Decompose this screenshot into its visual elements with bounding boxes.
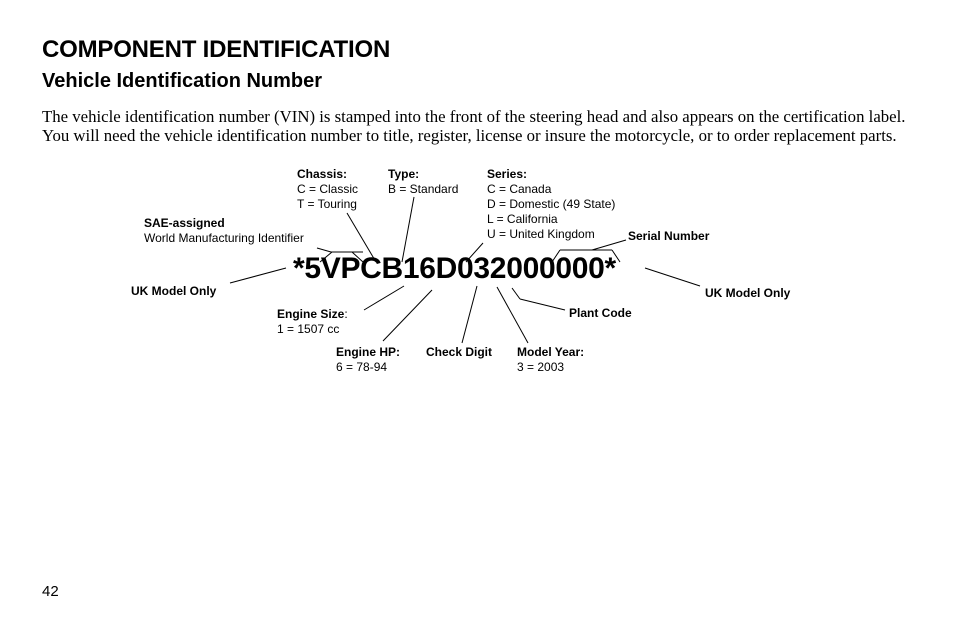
vin-display: *5VPCB16D032000000* — [293, 252, 616, 285]
type-line: B = Standard — [388, 182, 459, 196]
chassis-line: C = Classic — [297, 182, 359, 196]
series-line: D = Domestic (49 State) — [487, 197, 616, 211]
sae-line: World Manufacturing Identifier — [144, 231, 304, 245]
sae-label — [144, 216, 304, 246]
engine-hp-heading: Engine HP: — [336, 345, 401, 359]
check-digit-label: Check Digit — [426, 345, 493, 359]
section-subtitle: Vehicle Identification Number — [42, 70, 323, 92]
series-line: C = Canada — [487, 182, 552, 196]
series-line: U = United Kingdom — [487, 227, 595, 241]
engine-size-line: 1 = 1507 cc — [277, 322, 340, 336]
chassis-label — [297, 167, 358, 212]
type-heading: Type: — [388, 167, 420, 181]
sae-heading: SAE-assigned — [144, 216, 225, 230]
serial-number-label: Serial Number — [628, 229, 710, 243]
type-label — [388, 167, 458, 197]
engine-size-colon: : — [344, 307, 348, 321]
model-year-line: 3 = 2003 — [517, 360, 565, 374]
engine-hp-line: 6 = 78-94 — [336, 360, 388, 374]
plant-code-label: Plant Code — [569, 306, 632, 320]
uk-model-right-label: UK Model Only — [705, 286, 791, 300]
model-year-heading: Model Year: — [517, 345, 585, 359]
page-number: 42 — [42, 583, 59, 600]
engine-hp-label — [336, 345, 400, 375]
chassis-line: T = Touring — [297, 197, 357, 211]
series-line: L = California — [487, 212, 558, 226]
uk-model-left-label: UK Model Only — [131, 284, 217, 298]
series-heading: Series: — [487, 167, 528, 181]
page-title: COMPONENT IDENTIFICATION — [42, 36, 391, 63]
engine-size-heading: Engine Size — [277, 307, 345, 321]
intro-paragraph: The vehicle identification number (VIN) is stamped into the front of the steering head and also appears on the certification label. You will need the vehicle identification number to title, register, license or insure the motorcycle, or to order replacement parts. — [42, 107, 906, 145]
model-year-label — [517, 345, 584, 375]
chassis-heading: Chassis: — [297, 167, 348, 181]
engine-size-label — [277, 307, 348, 337]
series-label — [487, 167, 615, 242]
